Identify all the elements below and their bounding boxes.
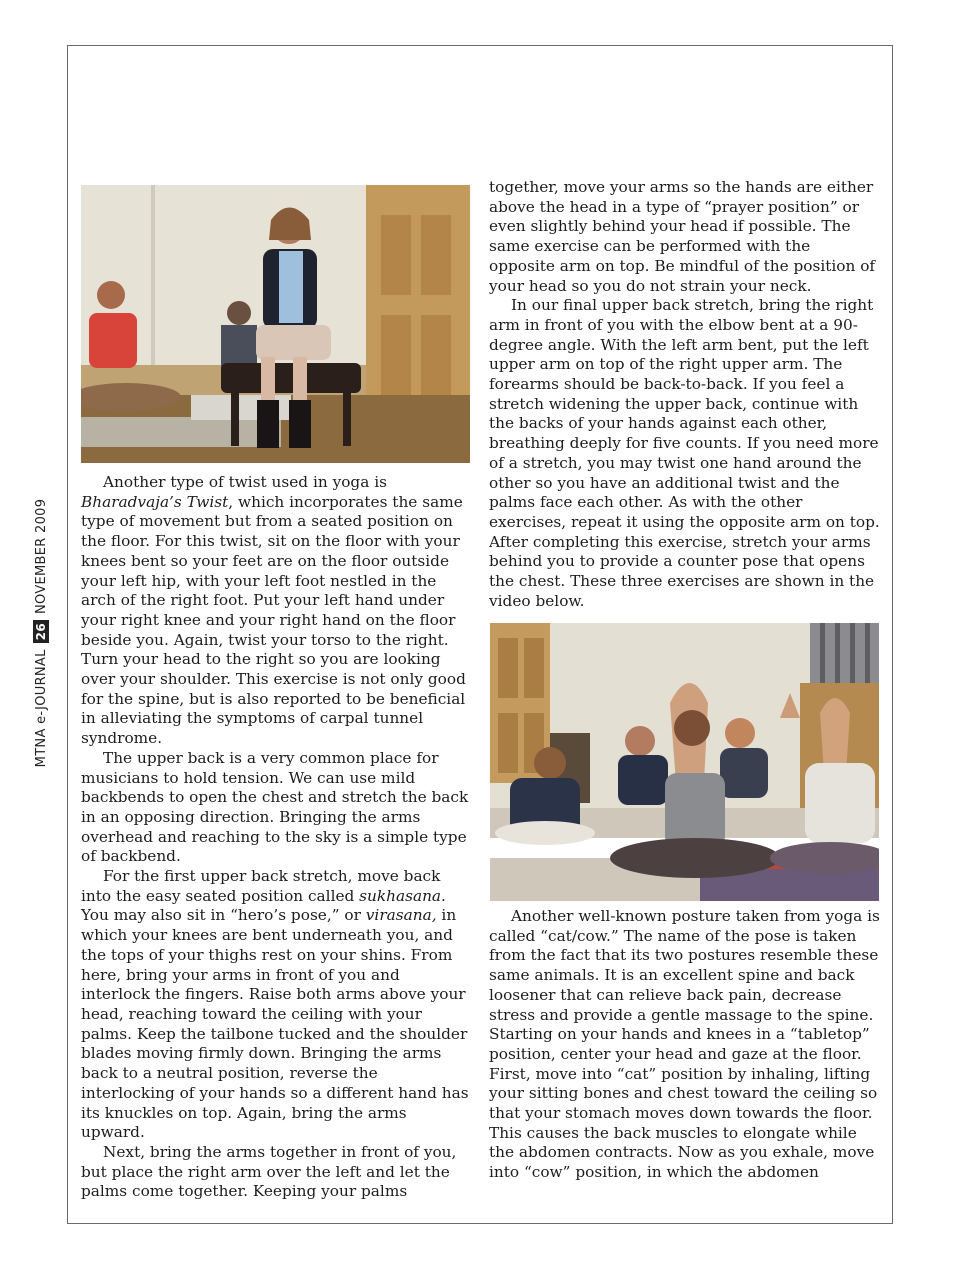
text-run: , which incorporates the same type of movement but from a seated position on the floor. For this twist, sit on the floor with your knees bent so your feet are on the floor outside your left hip, with your left foot nestled in the arch of the right foot. Put your left hand under your right knee and your right hand on the floor beside you. Again, twist your torso to the right. Turn your head to the right so you are looking over your shoulder. This exercise is not only good for the spine, but is also reported to be beneficial in alleviating the symptoms of carpal tunnel syndrome. bbox=[81, 492, 466, 748]
running-footer bbox=[26, 478, 56, 786]
text-run: in which your knees are bent underneath you, and the tops of your thighs rest on your shins. From here, bring your arms in front of you and interlock the fingers. Raise both arms above your head, reaching toward the ceiling with your palms. Keep the tailbone tucked and the shoulder blades moving firmly down. Bringing the arms back to a neutral position, reverse the interlocking of your hands so a different hand has its knuckles on top. Again, bring the arms upward. bbox=[81, 906, 469, 1142]
right-column-top-text bbox=[489, 178, 881, 611]
text-run: Another type of twist used in yoga is bbox=[103, 473, 387, 491]
paragraph-upper-back: The upper back is a very common place for musicians to hold tension. We can use mild backbends to open the chest and stretch the back in an opposing direction. Bringing the arms overhead and reaching to the sky is a simple type of backbend. bbox=[81, 748, 469, 866]
text-run: You may also sit in “hero’s pose,” or bbox=[81, 906, 366, 925]
paragraph-cat-cow: Another well-known posture taken from yoga is called “cat/cow.” The name of the pose is taken from the fact that its two postures resemble these same animals. It is an excellent spine and back loosener that can relieve back pain, decrease stress and provide a gentle massage to the spine. Starting on your hands and knees in a “tabletop” position, center your head and gaze at the floor. First, move into “cat” position by inhaling, lifting your sitting bones and chest toward the ceiling so that your stomach moves down towards the floor. This causes the back muscles to elongate while the abdomen contracts. Now as you exhale, move into “cow” position, in which the abdomen bbox=[489, 907, 880, 1182]
page-number: 26 bbox=[33, 620, 49, 643]
paragraph-bharadvaja bbox=[81, 473, 471, 749]
classroom-photo-arms-overhead-icon bbox=[490, 623, 879, 901]
footer-text bbox=[33, 479, 49, 787]
text-run: For the first upper back stretch, move back into the easy seated position called bbox=[81, 867, 441, 905]
left-column-text bbox=[81, 473, 471, 1202]
issue-date: NOVEMBER 2009 bbox=[34, 498, 49, 615]
paragraph-next-stretch: Next, bring the arms together in front of you, but place the right arm over the left and let the palms come together. Keeping your palms bbox=[81, 1142, 457, 1201]
italic-term: sukhasana. bbox=[359, 886, 446, 905]
paragraph-continued: together, move your arms so the hands are either above the head in a type of “prayer position” or even slightly behind your head if possible. The same exercise can be performed with the opposite arm on top. Be mindful of the position of your head so you do not strain your neck. bbox=[489, 178, 876, 295]
italic-term: virasana, bbox=[365, 906, 437, 925]
paragraph-final-stretch: In our final upper back stretch, bring the right arm in front of you with the elbow bent at a 90-degree angle. With the left arm bent, put the left upper arm on top of the right upper arm. The forearms should be back-to-back. If you feel a stretch widening the upper back, continue with the backs of your hands against each other, breathing deeply for five counts. If you need more of a stretch, you may twist one hand around the other so you have an additional twist and the palms face each other. As with the other exercises, repeat it using the opposite arm on top. After completing this exercise, stretch your arms behind you to provide a counter pose that opens the chest. These three exercises are shown in the video below. bbox=[489, 296, 880, 610]
journal-name: MTNA e-JOURNAL bbox=[34, 649, 49, 768]
italic-term: Bharadvaja’s Twist bbox=[81, 492, 229, 511]
paragraph-first-stretch bbox=[81, 867, 471, 1143]
classroom-photo-seated-woman-icon bbox=[81, 185, 470, 463]
right-column-bottom-text bbox=[489, 907, 881, 1183]
yoga-photo-arms-overhead bbox=[490, 623, 879, 901]
yoga-photo-seated bbox=[81, 185, 470, 463]
